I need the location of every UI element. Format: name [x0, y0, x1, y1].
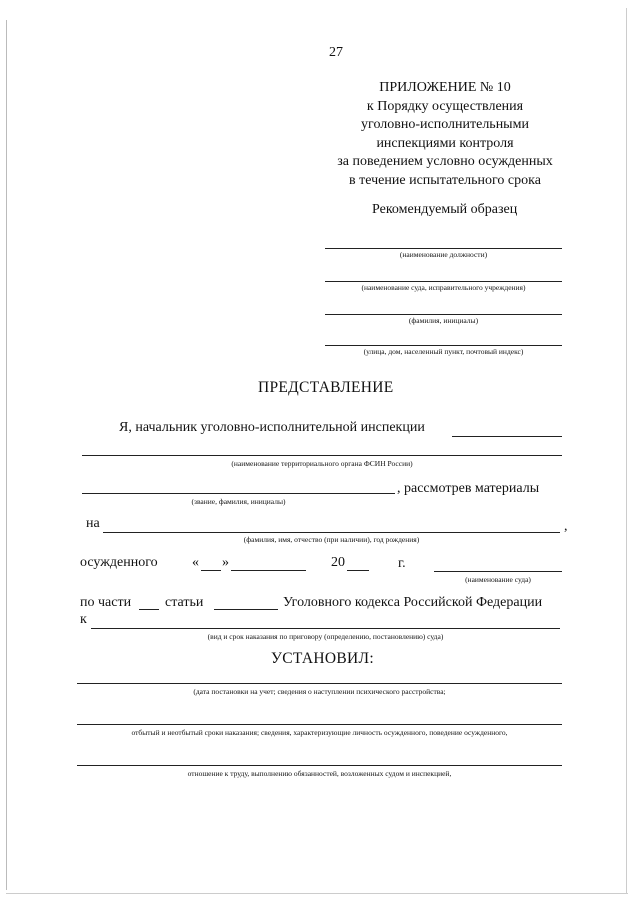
year-line[interactable]	[347, 570, 369, 571]
intro-text: Я, начальник уголовно-исполнительной инспекции	[119, 420, 425, 435]
month-line[interactable]	[231, 570, 306, 571]
territorial-body-line[interactable]	[82, 455, 562, 456]
rank-line[interactable]	[82, 493, 395, 494]
punishment-line[interactable]	[91, 628, 560, 629]
court-name-line[interactable]	[434, 571, 562, 572]
established-caption-1: (дата постановки на учет; сведения о наступлении психического расстройства;	[193, 687, 446, 696]
criminal-code-text: Уголовного кодекса Российской Федерации	[283, 595, 543, 610]
established-line-3[interactable]	[77, 765, 562, 766]
court-line[interactable]	[325, 281, 562, 282]
article-label: статьи	[165, 595, 204, 610]
appendix-line-4: инспекциями контроля	[376, 135, 514, 151]
established-caption-2: отбытый и неотбытый сроки наказания; сведения, характеризующие личность осужденного, поведение осужденного,	[131, 728, 508, 737]
part-label: по части	[80, 595, 132, 610]
day-line[interactable]	[201, 570, 221, 571]
caption-fio: (фамилия, имя, отчество (при наличии), год рождения)	[243, 535, 420, 544]
year-prefix: 20	[331, 555, 345, 570]
caption-address: (улица, дом, населенный пункт, почтовый индекс)	[363, 347, 524, 356]
convicted-label: осужденного	[80, 555, 158, 570]
position-line[interactable]	[325, 248, 562, 249]
established-line-1[interactable]	[77, 683, 562, 684]
caption-rank: (звание, фамилия, инициалы)	[191, 497, 286, 506]
appendix-line-3: уголовно-исполнительными	[361, 117, 529, 132]
year-suffix: г.	[398, 556, 406, 571]
to-label: к	[80, 612, 87, 627]
address-line[interactable]	[325, 345, 562, 346]
article-line[interactable]	[214, 609, 278, 610]
established-line-2[interactable]	[77, 724, 562, 725]
appendix-line-1: ПРИЛОЖЕНИЕ № 10	[379, 80, 511, 95]
on-label: на	[86, 516, 100, 531]
recommended-sample: Рекомендуемый образец	[372, 202, 518, 217]
date-close-quote: »	[222, 555, 229, 570]
appendix-header	[300, 79, 590, 190]
caption-name: (фамилия, инициалы)	[408, 316, 479, 325]
scan-edge-bottom	[6, 893, 628, 894]
appendix-line-2: к Порядку осуществления	[366, 98, 524, 114]
caption-court-name: (наименование суда)	[465, 575, 531, 584]
name-line[interactable]	[325, 314, 562, 315]
convict-name-line[interactable]	[103, 532, 560, 533]
comma: ,	[564, 519, 568, 534]
caption-punishment: (вид и срок наказания по приговору (определению, постановлению) суда)	[207, 632, 444, 641]
appendix-line-5: за поведением условно осужденных	[337, 154, 553, 169]
page-number: 27	[329, 45, 343, 60]
established-title: УСТАНОВИЛ:	[271, 650, 374, 667]
scan-edge-right	[626, 8, 627, 893]
inspection-name-line[interactable]	[452, 436, 562, 437]
document-title: ПРЕДСТАВЛЕНИЕ	[258, 379, 394, 396]
caption-court: (наименование суда, исправительного учреждения)	[361, 283, 526, 292]
caption-position: (наименование должности)	[399, 250, 488, 259]
date-open-quote: «	[192, 555, 199, 570]
part-line[interactable]	[139, 609, 159, 610]
caption-territorial: (наименование территориального органа ФСИН России)	[231, 459, 413, 468]
appendix-line-6: в течение испытательного срока	[349, 172, 541, 188]
reviewed-text: , рассмотрев материалы	[397, 481, 540, 496]
scan-edge-left	[6, 20, 7, 890]
established-caption-3: отношение к труду, выполнению обязанностей, возложенных судом и инспекцией,	[187, 769, 452, 778]
